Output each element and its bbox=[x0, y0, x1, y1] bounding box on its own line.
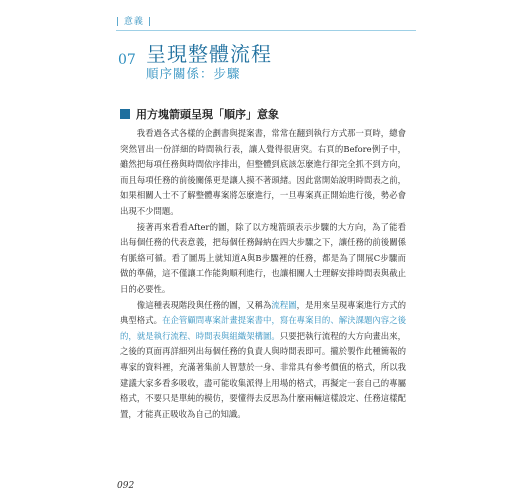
page-number: 092 bbox=[117, 481, 135, 491]
highlight-proposal-note: 在企管顧問專案計畫提案書中，寫在專案目的、解決課題內容之後的，就是執行流程、時間表與組織架構圖。 bbox=[120, 315, 407, 341]
page-title: 呈現整體流程 bbox=[146, 42, 272, 66]
paragraph-3-part-a: 像這種表現階段與任務的圖，又稱為 bbox=[136, 299, 272, 310]
chapter-number: 07 bbox=[118, 52, 136, 68]
page-subtitle: 順序關係：步驟 bbox=[146, 66, 241, 81]
paragraph-1: 我看過各式各樣的企劃書與提案書，常常在翻到執行方式那一頁時，總會突然冒出一份詳細的時間執行表，讓人覺得很唐突。右頁的Before例子中，雖然把每項任務與時間依序排出，但整體到底該怎麼進行卻完全抓不到方向，而且每項任務的前後關係更是讓人摸不著頭緒。因此當開始說明時間表之前，如果相關人士不了解整體專案將怎麼進行，一旦專案真正開始進行後，勢必會出現不少問題。 bbox=[120, 128, 406, 216]
square-bullet-icon bbox=[120, 109, 130, 119]
paragraph-3-part-e: 只要把執行流程的大方向畫出來，之後的頁面再詳細列出每個任務的負責人與時間表即可。攏於製作此種簡報的專家的資料裡，充滿著集前人智慧於一身、非常具有參考價值的格式，所以我建議大家多看多吸收，盡可能收集派得上用場的格式，再擬定一套自己的專屬格式，不要只是單純的模仿，要懂得去反思為什麼兩輛這樣設定、任務這樣配置，才能真正吸收為自己的知識。 bbox=[120, 330, 406, 419]
tag-separator: | bbox=[116, 17, 121, 27]
section-header bbox=[120, 106, 279, 122]
paragraph-3-part-c: ，是用來呈現專案進行方式的典型格式。 bbox=[120, 299, 407, 326]
header-rule bbox=[116, 30, 416, 31]
highlight-flowchart: 流程圖 bbox=[271, 299, 297, 310]
section-heading: 用方塊箭頭呈現「順序」意象 bbox=[136, 108, 279, 121]
paragraph-3 bbox=[120, 298, 406, 423]
tag-separator-end: | bbox=[147, 17, 152, 27]
body-text bbox=[120, 126, 406, 422]
category-label: 意義 bbox=[123, 17, 144, 27]
paragraph-2: 接著再來看看After的圖，除了以方塊箭頭表示步驟的大方向，為了能看出每個任務的代表意義，把每個任務歸納在四大步驟之下，讓任務的前後關係有脈絡可循。看了圖馬上就知道A與B步驟裡的任務，都是為了開展C步驟而做的準備，這不僅讓工作能夠順利進行，也讓相關人士理解安排時間表與截止日的必要性。 bbox=[120, 221, 406, 294]
category-tag bbox=[116, 14, 152, 27]
